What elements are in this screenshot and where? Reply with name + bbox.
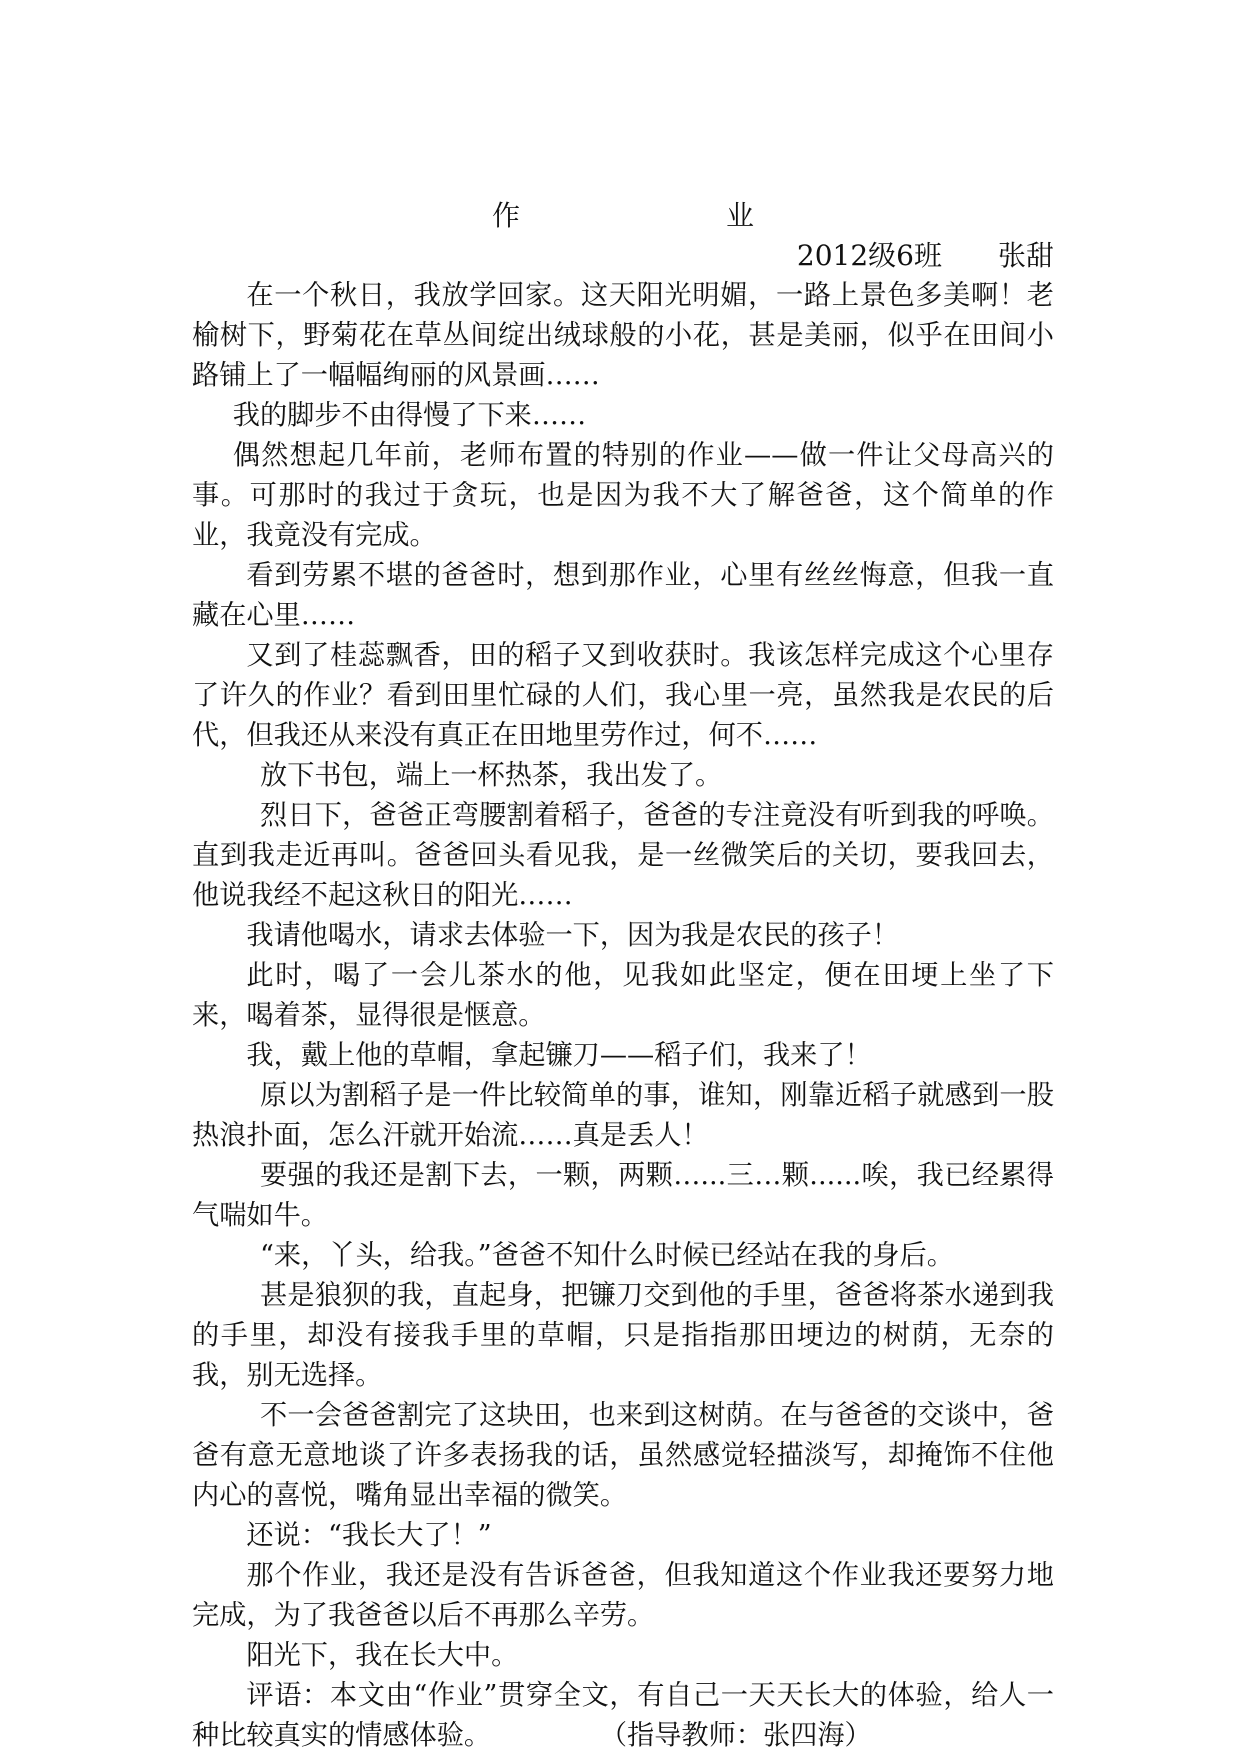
paragraph: 又到了桂蕊飘香，田的稻子又到收获时。我该怎样完成这个心里存了许久的作业？看到田里忙碌的人们，我心里一亮，虽然我是农民的后代，但我还从来没有真正在田地里劳作过，何不…… [192,640,1054,751]
paragraph: 我的脚步不由得慢了下来…… [232,400,587,431]
author-name: 张甜 [997,239,1054,272]
paragraph: 我请他喝水，请求去体验一下，因为我是农民的孩子！ [246,920,899,951]
essay-body [192,276,1054,1676]
paragraph: 要强的我还是割下去，一颗，两颗…...三…颗......唉，我已经累得气喘如牛。 [192,1160,1054,1231]
paragraph: 阳光下，我在长大中。 [246,1640,519,1671]
paragraph: 在一个秋日，我放学回家。这天阳光明媚，一路上景色多美啊！老榆树下，野菊花在草丛间绽出绒球般的小花，甚是美丽，似乎在田间小路铺上了一幅幅绚丽的风景画…… [192,280,1054,391]
teacher-credit: （指导教师：张四海） [613,1720,872,1751]
paragraph: 原以为割稻子是一件比较简单的事，谁知，刚靠近稻子就感到一股热浪扑面，怎么汗就开始流……真是丢人！ [192,1080,1054,1151]
byline [192,236,1054,276]
document-page [192,196,1054,1756]
teacher-comment [192,1676,1054,1756]
paragraph: 此时，喝了一会儿茶水的他，见我如此坚定，便在田埂上坐了下来，喝着茶，显得很是惬意。 [192,960,1054,1031]
paragraph: 烈日下，爸爸正弯腰割着稻子，爸爸的专注竟没有听到我的呼唤。直到我走近再叫。爸爸回头看见我，是一丝微笑后的关切，要我回去，他说我经不起这秋日的阳光…… [192,800,1054,911]
paragraph: 我，戴上他的草帽，拿起镰刀——稻子们，我来了！ [246,1040,872,1071]
paragraph: 不一会爸爸割完了这块田，也来到这树荫。在与爸爸的交谈中，爸爸有意无意地谈了许多表扬我的话，虽然感觉轻描淡写，却掩饰不住他内心的喜悦，嘴角显出幸福的微笑。 [192,1400,1054,1511]
paragraph: 偶然想起几年前，老师布置的特别的作业——做一件让父母高兴的事。可那时的我过于贪玩，也是因为我不大了解爸爸，这个简单的作业，我竟没有完成。 [192,440,1054,551]
class-name: 2012级6班 [796,239,942,272]
paragraph: 甚是狼狈的我，直起身，把镰刀交到他的手里，爸爸将茶水递到我的手里，却没有接我手里的草帽，只是指指那田埂边的树荫，无奈的我，别无选择。 [192,1280,1054,1391]
comment-text: 评语：本文由“作业”贯穿全文，有自己一天天长大的体验，给人一种比较真实的情感体验。 [192,1680,1054,1751]
document-title: 作 业 [491,199,804,232]
paragraph: “来，丫头，给我。”爸爸不知什么时候已经站在我的身后。 [260,1240,954,1271]
paragraph: 放下书包，端上一杯热茶，我出发了。 [260,760,723,791]
paragraph: 看到劳累不堪的爸爸时，想到那作业，心里有丝丝悔意，但我一直藏在心里…… [192,560,1054,631]
paragraph: 还说：“我长大了！” [246,1520,492,1551]
paragraph: 那个作业，我还是没有告诉爸爸，但我知道这个作业我还要努力地完成，为了我爸爸以后不再那么辛劳。 [192,1560,1054,1631]
